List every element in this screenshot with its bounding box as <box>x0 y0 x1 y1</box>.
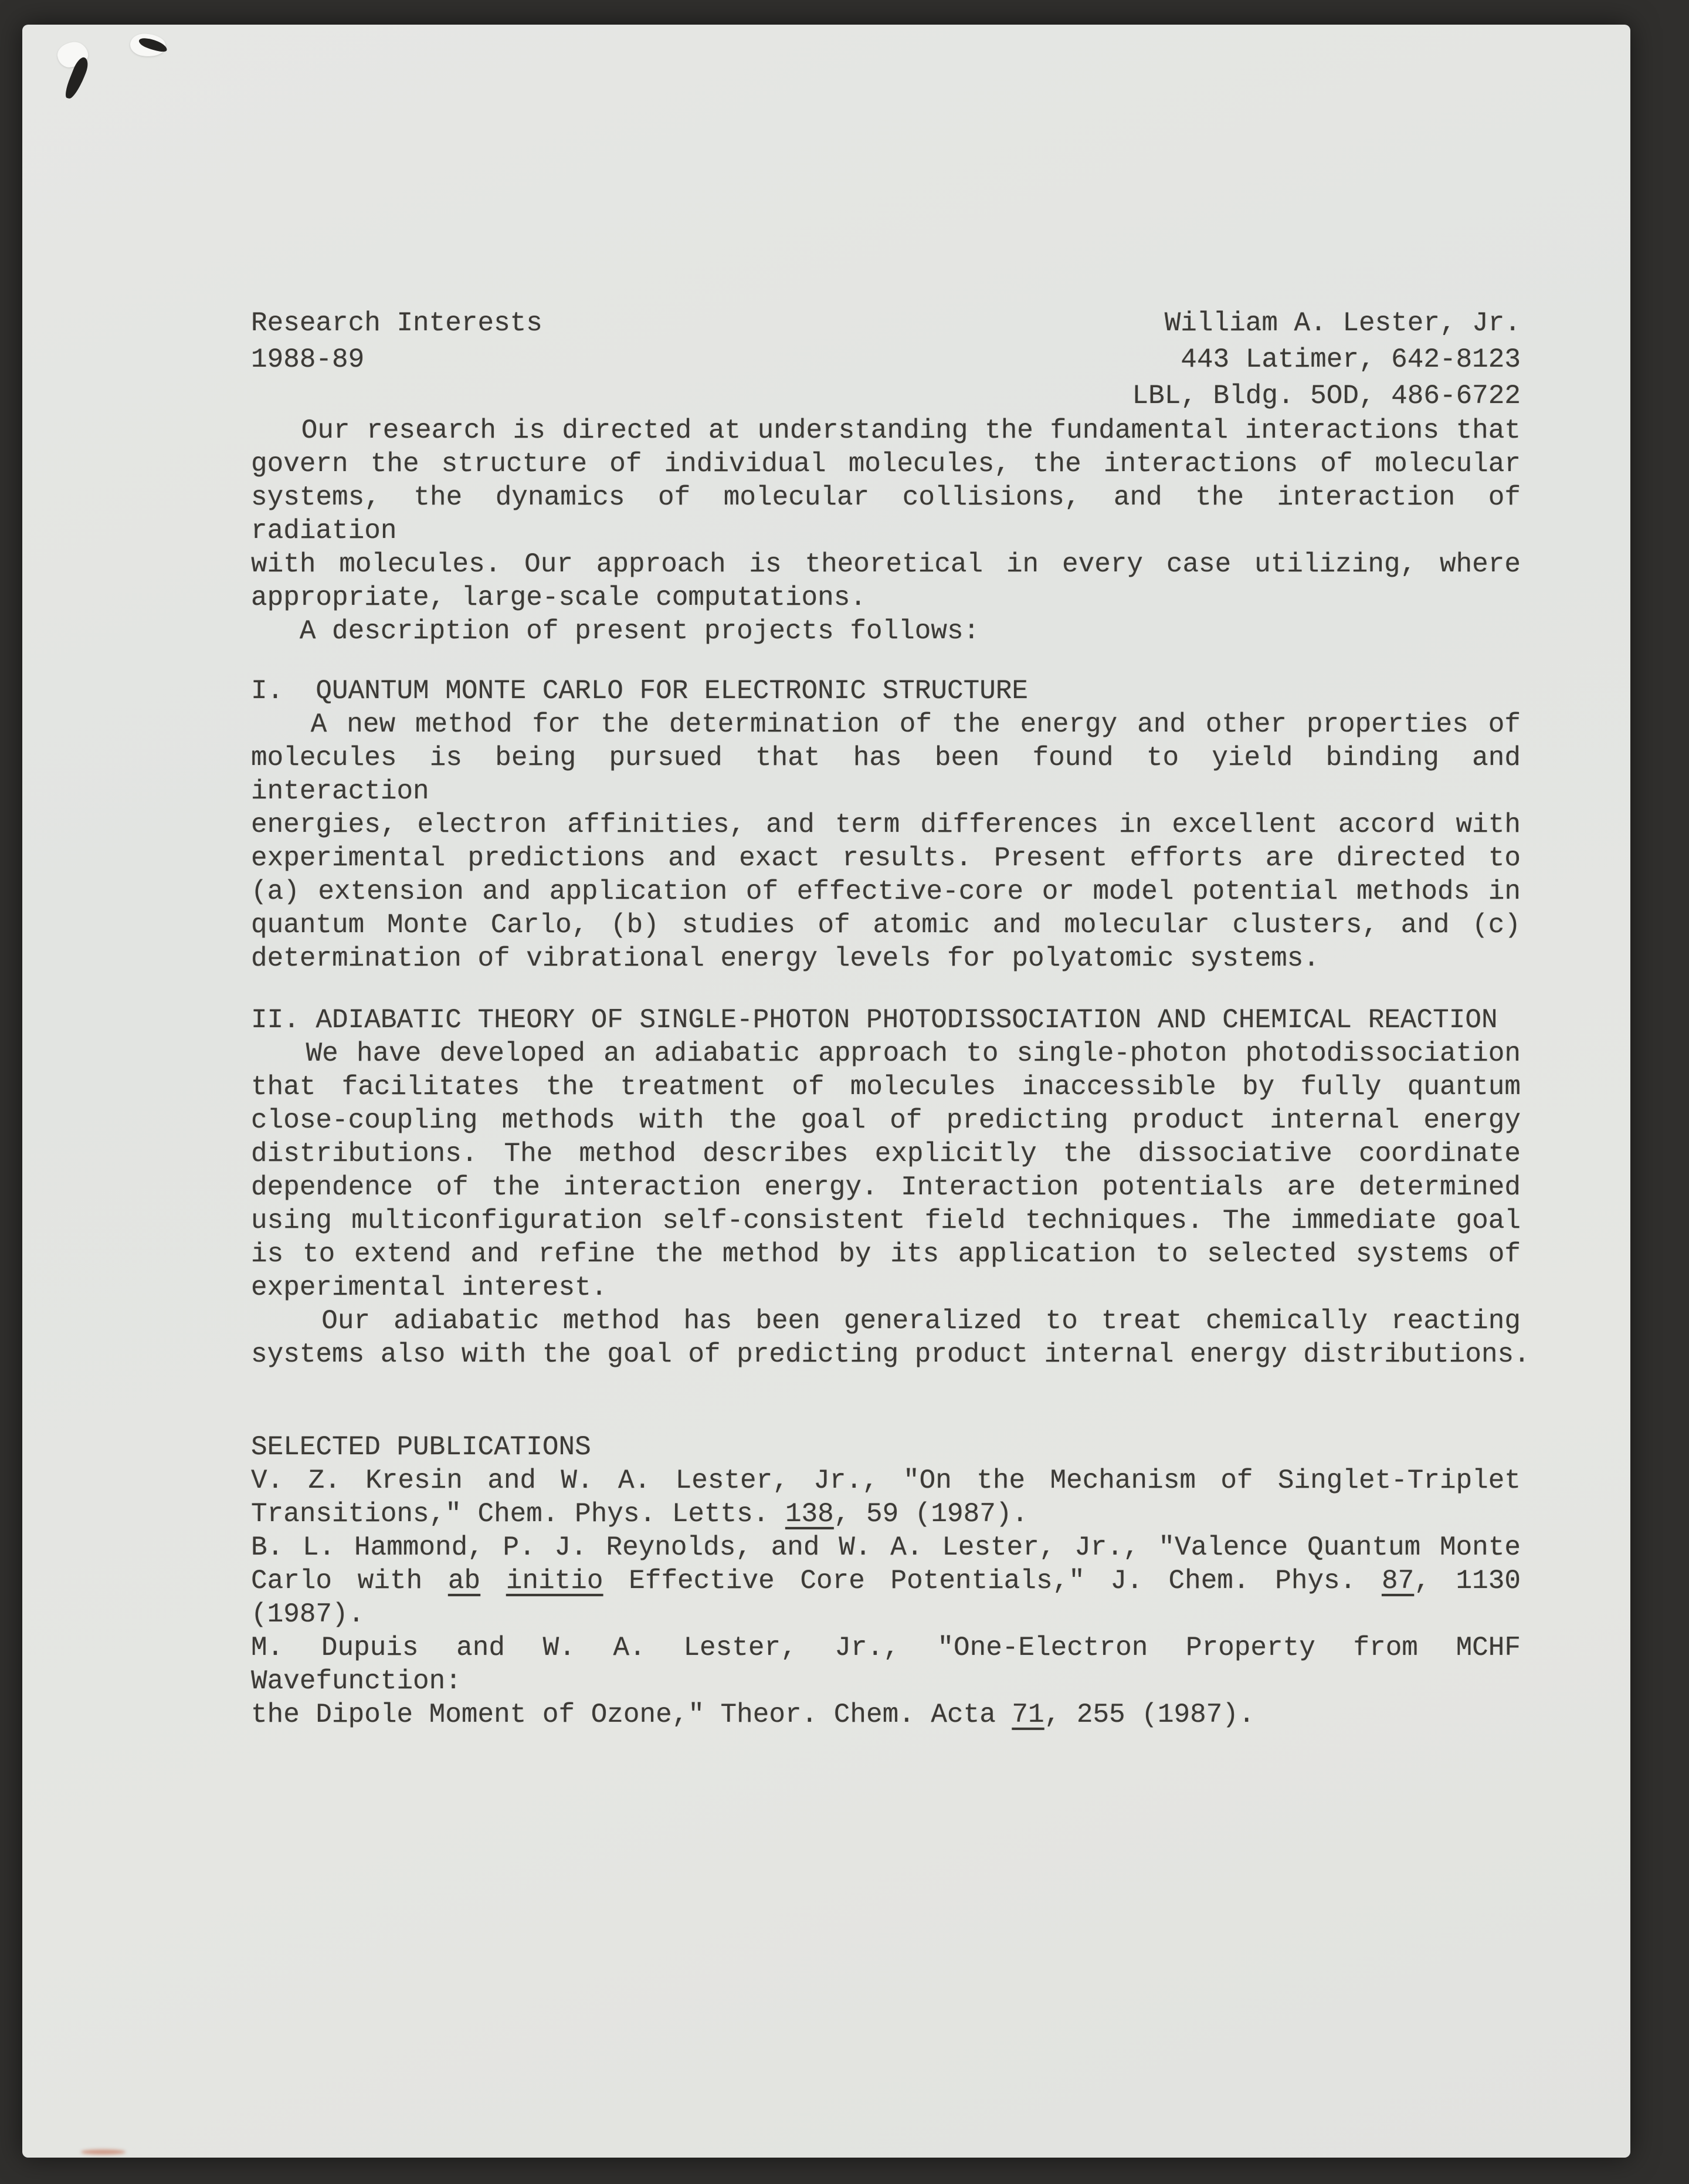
red-smudge-artifact <box>81 2149 126 2155</box>
text-line: Transitions," Chem. Phys. Letts. 138, 59 (1987). <box>251 1499 1029 1529</box>
text-line: Our adiabatic method has been generalized to treat chemically reacting <box>251 1306 1521 1336</box>
underlined-text: 138 <box>785 1499 834 1529</box>
text-line: Carlo with ab initio Effective Core Potentials," J. Chem. Phys. 87, 1130 <box>251 1566 1521 1596</box>
intro-paragraph <box>251 414 1521 615</box>
text-line: with molecules. Our approach is theoretical in every case utilizing, where <box>251 549 1521 580</box>
header-left-block <box>251 305 542 378</box>
doc-title: Research Interests <box>251 308 542 338</box>
text-line: B. L. Hammond, P. J. Reynolds, and W. A. Lester, Jr., "Valence Quantum Monte <box>251 1532 1521 1563</box>
underlined-text: ab <box>447 1566 481 1596</box>
publication-2 <box>251 1531 1521 1631</box>
text-line: A description of present projects follows: <box>251 616 980 646</box>
author-name: William A. Lester, Jr. <box>1164 308 1521 338</box>
section-2-heading: II. ADIABATIC THEORY OF SINGLE-PHOTON PHOTODISSOCIATION AND CHEMICAL REACTION <box>251 1005 1498 1035</box>
section-1-paragraph <box>251 708 1521 976</box>
text-line: govern the structure of individual molecules, the interactions of molecular <box>251 449 1521 479</box>
text-line: experimental interest. <box>251 1272 608 1303</box>
text-line: We have developed an adiabatic approach to single-photon photodissociation <box>251 1038 1521 1069</box>
text-line: experimental predictions and exact results. Present efforts are directed to <box>251 843 1521 873</box>
section-2-paragraph-2 <box>251 1305 1530 1372</box>
section-2-paragraph-1 <box>251 1037 1521 1305</box>
underlined-text: initio <box>506 1566 603 1596</box>
text-line: systems, the dynamics of molecular collisions, and the interaction of radiation <box>251 482 1521 546</box>
text-line: dependence of the interaction energy. Interaction potentials are determined <box>251 1172 1521 1203</box>
publications-heading: SELECTED PUBLICATIONS <box>251 1432 591 1462</box>
text-line: that facilitates the treatment of molecules inaccessible by fully quantum <box>251 1072 1521 1102</box>
document-header <box>251 305 1521 414</box>
text-line: V. Z. Kresin and W. A. Lester, Jr., "On the Mechanism of Singlet-Triplet <box>251 1465 1521 1496</box>
text-line: (1987). <box>251 1599 365 1630</box>
text-line: appropriate, large-scale computations. <box>251 583 866 613</box>
author-office-phone: 443 Latimer, 642-8123 <box>1181 344 1521 375</box>
publication-3 <box>251 1631 1521 1732</box>
doc-year: 1988-89 <box>251 344 365 375</box>
text-line: determination of vibrational energy levels for polyatomic systems. <box>251 943 1320 974</box>
text-line: using multiconfiguration self-consistent field techniques. The immediate goal <box>251 1206 1521 1236</box>
text-line: is to extend and refine the method by its application to selected systems of <box>251 1239 1521 1269</box>
paper-tear-mark-1 <box>57 42 110 113</box>
text-line: (a) extension and application of effective-core or model potential methods in <box>251 876 1521 907</box>
section-1-heading: I. QUANTUM MONTE CARLO FOR ELECTRONIC STRUCTURE <box>251 676 1029 706</box>
underlined-text: 87 <box>1382 1566 1415 1596</box>
text-line: distributions. The method describes explicitly the dissociative coordinate <box>251 1139 1521 1169</box>
publication-1 <box>251 1464 1521 1531</box>
text-line: M. Dupuis and W. A. Lester, Jr., "One-Electron Property from MCHF Wavefunction: <box>251 1633 1521 1697</box>
text-line: Our research is directed at understanding the fundamental interactions that <box>251 415 1521 446</box>
description-line <box>251 615 1521 648</box>
document-page <box>22 25 1630 2158</box>
underlined-text: 71 <box>1012 1699 1044 1730</box>
text-line: molecules is being pursued that has been found to yield binding and interaction <box>251 743 1521 807</box>
header-right-block <box>1132 305 1521 414</box>
text-line: systems also with the goal of predicting product internal energy distributions. <box>251 1339 1530 1370</box>
text-line: A new method for the determination of the energy and other properties of <box>251 709 1521 740</box>
text-line: close-coupling methods with the goal of predicting product internal energy <box>251 1105 1521 1136</box>
text-line: the Dipole Moment of Ozone," Theor. Chem. Acta 71, 255 (1987). <box>251 1699 1255 1730</box>
text-line: energies, electron affinities, and term differences in excellent accord with <box>251 810 1521 840</box>
author-lab-phone: LBL, Bldg. 5OD, 486-6722 <box>1132 381 1521 411</box>
text-line: quantum Monte Carlo, (b) studies of atomic and molecular clusters, and (c) <box>251 910 1521 940</box>
paper-tear-mark-2 <box>130 34 189 69</box>
